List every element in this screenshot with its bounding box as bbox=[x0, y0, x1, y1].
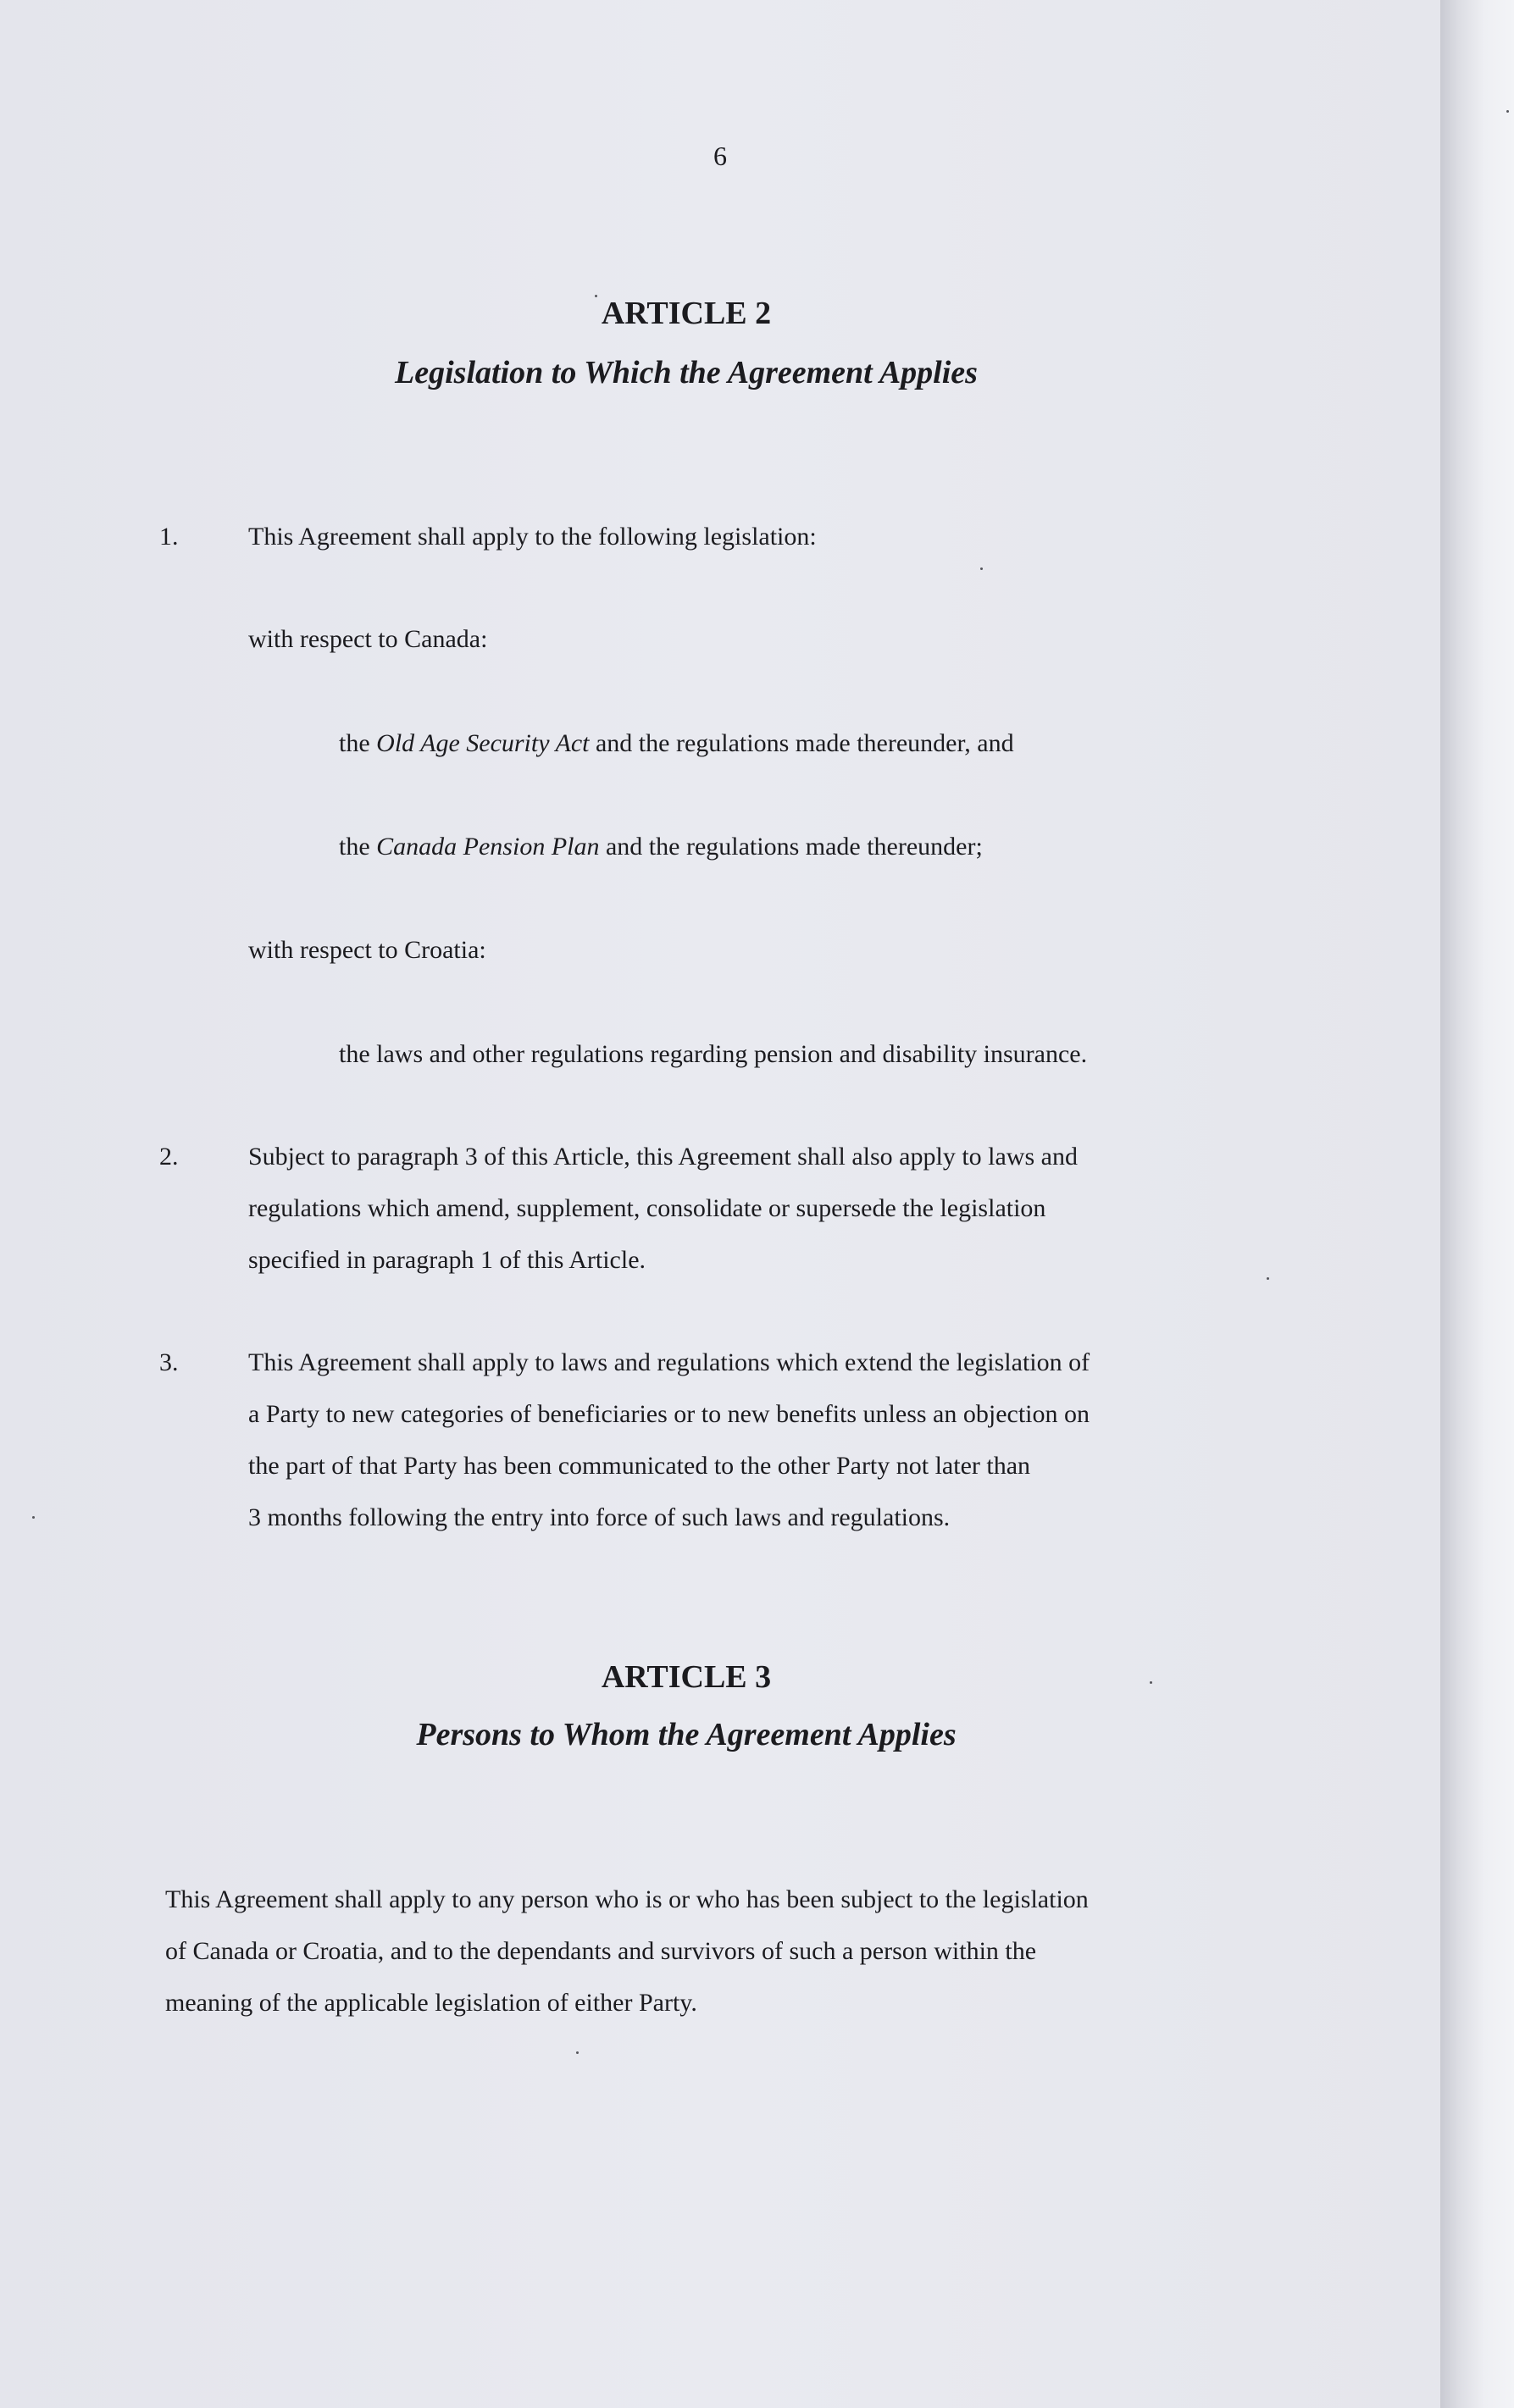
paragraph-line: 3 months following the entry into force of such laws and regulations. bbox=[248, 1503, 951, 1531]
paper-speck bbox=[595, 295, 597, 297]
article-2-title: ARTICLE 2 bbox=[601, 296, 772, 331]
paper-speck bbox=[1506, 110, 1509, 113]
paragraph-number: 2. bbox=[159, 1143, 179, 1171]
item-suffix: and the regulations made thereunder, and bbox=[589, 729, 1014, 757]
paragraph-text: This Agreement shall apply to the following legislation: bbox=[248, 523, 817, 551]
canada-item-pension-plan bbox=[339, 833, 983, 861]
paragraph-line: meaning of the applicable legislation of either Party. bbox=[165, 1989, 697, 2017]
paragraph-line: of Canada or Croatia, and to the dependants and survivors of such a person within the bbox=[165, 1937, 1037, 1965]
paragraph-line: specified in paragraph 1 of this Article. bbox=[248, 1246, 646, 1274]
canada-item-old-age-security bbox=[339, 729, 1014, 758]
item-prefix: the bbox=[339, 833, 377, 861]
paper-speck bbox=[32, 1516, 35, 1519]
canada-heading: with respect to Canada: bbox=[248, 625, 488, 653]
paragraph-line: a Party to new categories of beneficiaries or to new benefits unless an objection on bbox=[248, 1400, 1090, 1428]
paragraph-line: This Agreement shall apply to any person who is or who has been subject to the legislation bbox=[165, 1885, 1089, 1913]
act-title: Old Age Security Act bbox=[376, 729, 590, 757]
paper-speck bbox=[576, 2051, 579, 2054]
paragraph-line: Subject to paragraph 3 of this Article, this Agreement shall also apply to laws and bbox=[248, 1143, 1078, 1171]
paragraph-line: the part of that Party has been communicated to the other Party not later than bbox=[248, 1452, 1031, 1480]
croatia-item: the laws and other regulations regarding pension and disability insurance. bbox=[339, 1040, 1088, 1068]
plan-title: Canada Pension Plan bbox=[376, 833, 600, 861]
article-3-subtitle: Persons to Whom the Agreement Applies bbox=[416, 1717, 957, 1752]
paragraph-line: regulations which amend, supplement, consolidate or supersede the legislation bbox=[248, 1194, 1046, 1222]
item-suffix: and the regulations made thereunder; bbox=[599, 833, 983, 861]
paper-speck bbox=[1267, 1277, 1269, 1280]
paragraph-number: 1. bbox=[159, 523, 179, 551]
page-number: 6 bbox=[713, 141, 727, 171]
paragraph-number: 3. bbox=[159, 1348, 179, 1376]
item-prefix: the bbox=[339, 729, 377, 757]
article-3-title: ARTICLE 3 bbox=[601, 1659, 772, 1695]
paragraph-line: This Agreement shall apply to laws and regulations which extend the legislation of bbox=[248, 1348, 1090, 1376]
croatia-heading: with respect to Croatia: bbox=[248, 936, 486, 964]
paper-speck bbox=[980, 567, 983, 570]
article-2-subtitle: Legislation to Which the Agreement Applies bbox=[395, 355, 978, 390]
paper-speck bbox=[1150, 1681, 1152, 1684]
page-edge-shadow bbox=[1440, 0, 1514, 2408]
